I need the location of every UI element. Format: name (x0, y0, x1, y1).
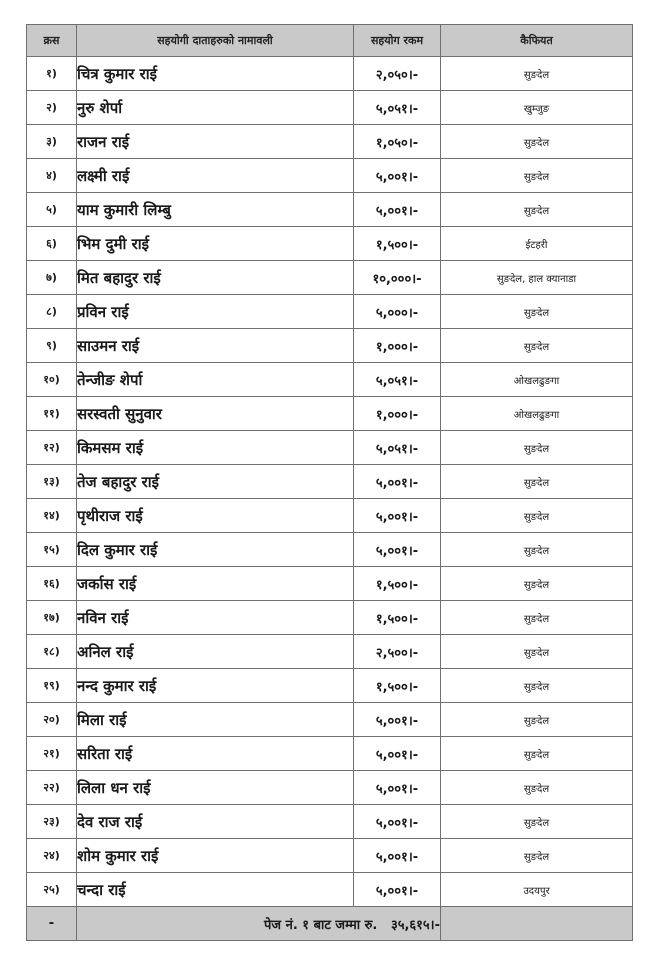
remarks: सुङदेल, हाल क्यानाडा (441, 261, 633, 295)
row-serial: २०) (27, 703, 77, 737)
remarks: सुङदेल (441, 635, 633, 669)
row-serial: ३) (27, 125, 77, 159)
row-serial: १३) (27, 465, 77, 499)
table-row (27, 193, 633, 227)
donation-amount: १,०५०।- (354, 125, 441, 159)
table-row (27, 329, 633, 363)
donation-amount: २,०५०।- (354, 57, 441, 91)
row-serial: २३) (27, 805, 77, 839)
donation-amount: १०,०००।- (354, 261, 441, 295)
donor-name: तेज बहादुर राई (77, 465, 354, 499)
total-amount: ३५,६१५।- (390, 917, 440, 933)
donor-name: जर्कास राई (77, 567, 354, 601)
donor-name: नन्द कुमार राई (77, 669, 354, 703)
table-row (27, 499, 633, 533)
remarks: सुङदेल (441, 839, 633, 873)
donation-amount: ५,००१।- (354, 703, 441, 737)
donor-name: मिला राई (77, 703, 354, 737)
table-row (27, 635, 633, 669)
donor-name: मित बहादुर राई (77, 261, 354, 295)
table-row (27, 873, 633, 907)
row-serial: २१) (27, 737, 77, 771)
row-serial: १७) (27, 601, 77, 635)
donation-amount: ५,००१।- (354, 771, 441, 805)
donation-amount: ५,००१।- (354, 737, 441, 771)
total-serial: - (27, 907, 77, 941)
donation-amount: १,५००।- (354, 669, 441, 703)
table-row (27, 601, 633, 635)
total-label: पेज नं. १ बाट जम्मा रु. (264, 917, 378, 933)
row-serial: ४) (27, 159, 77, 193)
table-row (27, 397, 633, 431)
row-serial: १४) (27, 499, 77, 533)
donor-name: अनिल राई (77, 635, 354, 669)
remarks: सुङदेल (441, 465, 633, 499)
row-serial: २) (27, 91, 77, 125)
donation-amount: १,०००।- (354, 329, 441, 363)
table-row (27, 159, 633, 193)
header-row (27, 25, 633, 57)
total-row (27, 907, 633, 941)
donor-name: नविन राई (77, 601, 354, 635)
donor-name: याम कुमारी लिम्बु (77, 193, 354, 227)
remarks: सुङदेल (441, 159, 633, 193)
donation-amount: ५,००१।- (354, 873, 441, 907)
donor-name: साउमन राई (77, 329, 354, 363)
donation-amount: ५,०००।- (354, 295, 441, 329)
remarks: ईटहरी (441, 227, 633, 261)
remarks: सुङदेल (441, 329, 633, 363)
donor-name: किमसम राई (77, 431, 354, 465)
donation-amount: ५,००१।- (354, 193, 441, 227)
table-row (27, 227, 633, 261)
donor-name: देव राज राई (77, 805, 354, 839)
remarks: सुङदेल (441, 805, 633, 839)
donation-amount: ५,००१।- (354, 533, 441, 567)
donor-name: चित्र कुमार राई (77, 57, 354, 91)
donor-name: राजन राई (77, 125, 354, 159)
remarks: सुङदेल (441, 499, 633, 533)
remarks: सुङदेल (441, 533, 633, 567)
donation-amount: ५,०५१।- (354, 431, 441, 465)
row-serial: ८) (27, 295, 77, 329)
table-row (27, 567, 633, 601)
table-row (27, 703, 633, 737)
donation-amount: ५,०५१।- (354, 363, 441, 397)
table-row (27, 125, 633, 159)
table-row (27, 839, 633, 873)
header-donor-name: सहयोगी दाताहरुको नामावली (77, 25, 354, 57)
donor-name: लक्ष्मी राई (77, 159, 354, 193)
donation-amount: ५,००१।- (354, 839, 441, 873)
donor-name: लिला धन राई (77, 771, 354, 805)
donation-amount: १,०००।- (354, 397, 441, 431)
table-row (27, 737, 633, 771)
donation-amount: १,५००।- (354, 227, 441, 261)
row-serial: ७) (27, 261, 77, 295)
donor-name: शोम कुमार राई (77, 839, 354, 873)
donor-name: नुरु शेर्पा (77, 91, 354, 125)
donor-name: सरस्वती सुनुवार (77, 397, 354, 431)
row-serial: ५) (27, 193, 77, 227)
row-serial: ६) (27, 227, 77, 261)
donation-amount: ५,००१।- (354, 805, 441, 839)
remarks: सुङदेल (441, 57, 633, 91)
header-remarks: कैफियत (441, 25, 633, 57)
total-label-cell (77, 907, 441, 941)
remarks: सुङदेल (441, 295, 633, 329)
donation-amount: ५,००१।- (354, 159, 441, 193)
donation-amount: ५,००१।- (354, 465, 441, 499)
row-serial: १६) (27, 567, 77, 601)
remarks: खुम्जुङ (441, 91, 633, 125)
row-serial: ९) (27, 329, 77, 363)
table-body (27, 57, 633, 907)
remarks: सुङदेल (441, 567, 633, 601)
row-serial: १) (27, 57, 77, 91)
donor-name: दिल कुमार राई (77, 533, 354, 567)
donor-name: पृथीराज राई (77, 499, 354, 533)
table-row (27, 465, 633, 499)
donor-name: प्रविन राई (77, 295, 354, 329)
row-serial: २५) (27, 873, 77, 907)
donation-amount: ५,०५१।- (354, 91, 441, 125)
remarks: उदयपुर (441, 873, 633, 907)
row-serial: १८) (27, 635, 77, 669)
row-serial: २४) (27, 839, 77, 873)
remarks: सुङदेल (441, 431, 633, 465)
row-serial: १५) (27, 533, 77, 567)
row-serial: १०) (27, 363, 77, 397)
donation-amount: २,५००।- (354, 635, 441, 669)
table-row (27, 363, 633, 397)
donor-name: चन्दा राई (77, 873, 354, 907)
row-serial: १९) (27, 669, 77, 703)
remarks: सुङदेल (441, 125, 633, 159)
remarks: सुङदेल (441, 601, 633, 635)
remarks: सुङदेल (441, 737, 633, 771)
remarks: सुङदेल (441, 771, 633, 805)
remarks: सुङदेल (441, 193, 633, 227)
table-row (27, 261, 633, 295)
header-serial: क्रस (27, 25, 77, 57)
donation-amount: १,५००।- (354, 601, 441, 635)
table-row (27, 57, 633, 91)
donor-name: भिम दुमी राई (77, 227, 354, 261)
table-row (27, 533, 633, 567)
donation-amount: १,५००।- (354, 567, 441, 601)
donor-name: तेन्जीङ शेर्पा (77, 363, 354, 397)
remarks: ओखलढुङगा (441, 363, 633, 397)
table-row (27, 295, 633, 329)
row-serial: १२) (27, 431, 77, 465)
table-row (27, 771, 633, 805)
remarks: सुङदेल (441, 703, 633, 737)
table-row (27, 91, 633, 125)
table-row (27, 805, 633, 839)
total-remarks (441, 907, 633, 941)
donor-table (26, 24, 633, 941)
table-row (27, 431, 633, 465)
donation-amount: ५,००१।- (354, 499, 441, 533)
donor-name: सरिता राई (77, 737, 354, 771)
header-amount: सहयोग रकम (354, 25, 441, 57)
table-header (27, 25, 633, 57)
row-serial: २२) (27, 771, 77, 805)
remarks: ओखलढुङगा (441, 397, 633, 431)
remarks: सुङदेल (441, 669, 633, 703)
table-footer (27, 907, 633, 941)
table-row (27, 669, 633, 703)
row-serial: ११) (27, 397, 77, 431)
